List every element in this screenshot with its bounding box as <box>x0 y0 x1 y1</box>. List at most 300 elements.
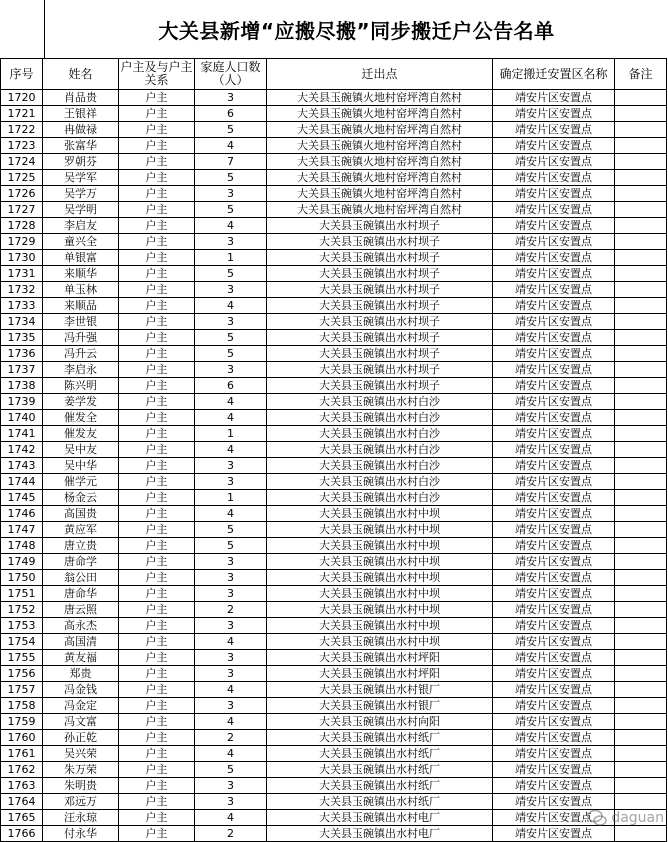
cell-origin: 大关县玉碗镇出水村坝子 <box>267 346 493 362</box>
table-row <box>1 170 667 186</box>
cell-household-size: 4 <box>195 810 267 826</box>
cell-origin: 大关县玉碗镇出水村中坝 <box>267 506 493 522</box>
cell-remarks <box>615 698 667 714</box>
cell-name: 吴学明 <box>43 202 119 218</box>
cell-remarks <box>615 122 667 138</box>
cell-name: 冯升云 <box>43 346 119 362</box>
cell-resettlement-site: 靖安片区安置点 <box>493 746 615 762</box>
cell-household-size: 5 <box>195 522 267 538</box>
cell-remarks <box>615 522 667 538</box>
cell-origin: 大关县玉碗镇火地村窑坪湾自然村 <box>267 138 493 154</box>
cell-name: 高国清 <box>43 634 119 650</box>
cell-index: 1721 <box>1 106 43 122</box>
cell-name: 冯金定 <box>43 698 119 714</box>
cell-household-size: 3 <box>195 570 267 586</box>
cell-index: 1725 <box>1 170 43 186</box>
cell-remarks <box>615 90 667 106</box>
cell-remarks <box>615 202 667 218</box>
cell-relation: 户主 <box>119 810 195 826</box>
table-row <box>1 330 667 346</box>
cell-index: 1743 <box>1 458 43 474</box>
cell-household-size: 2 <box>195 602 267 618</box>
cell-remarks <box>615 458 667 474</box>
cell-index: 1754 <box>1 634 43 650</box>
table-row <box>1 90 667 106</box>
cell-name: 单银富 <box>43 250 119 266</box>
table-row <box>1 138 667 154</box>
cell-remarks <box>615 234 667 250</box>
cell-remarks <box>615 218 667 234</box>
cell-resettlement-site: 靖安片区安置点 <box>493 250 615 266</box>
cell-resettlement-site: 靖安片区安置点 <box>493 138 615 154</box>
table-row <box>1 186 667 202</box>
cell-resettlement-site: 靖安片区安置点 <box>493 538 615 554</box>
cell-relation: 户主 <box>119 490 195 506</box>
cell-index: 1732 <box>1 282 43 298</box>
cell-name: 陈兴明 <box>43 378 119 394</box>
cell-origin: 大关县玉碗镇出水村中坝 <box>267 586 493 602</box>
cell-household-size: 6 <box>195 106 267 122</box>
cell-resettlement-site: 靖安片区安置点 <box>493 602 615 618</box>
cell-relation: 户主 <box>119 666 195 682</box>
cell-index: 1742 <box>1 442 43 458</box>
table-row <box>1 666 667 682</box>
cell-origin: 大关县玉碗镇出水村坪阳 <box>267 666 493 682</box>
cell-relation: 户主 <box>119 650 195 666</box>
cell-household-size: 3 <box>195 474 267 490</box>
cell-origin: 大关县玉碗镇出水村纸厂 <box>267 778 493 794</box>
relocation-table <box>0 58 667 842</box>
cell-index: 1720 <box>1 90 43 106</box>
cell-index: 1726 <box>1 186 43 202</box>
cell-relation: 户主 <box>119 394 195 410</box>
table-row <box>1 154 667 170</box>
cell-index: 1729 <box>1 234 43 250</box>
cell-relation: 户主 <box>119 634 195 650</box>
cell-resettlement-site: 靖安片区安置点 <box>493 778 615 794</box>
cell-household-size: 3 <box>195 666 267 682</box>
cell-relation: 户主 <box>119 538 195 554</box>
cell-household-size: 3 <box>195 586 267 602</box>
cell-index: 1765 <box>1 810 43 826</box>
cell-remarks <box>615 170 667 186</box>
cell-name: 朱明贵 <box>43 778 119 794</box>
cell-origin: 大关县玉碗镇出水村银厂 <box>267 698 493 714</box>
cell-household-size: 3 <box>195 618 267 634</box>
cell-relation: 户主 <box>119 506 195 522</box>
header-index: 序号 <box>1 59 43 90</box>
cell-resettlement-site: 靖安片区安置点 <box>493 330 615 346</box>
cell-resettlement-site: 靖安片区安置点 <box>493 714 615 730</box>
cell-resettlement-site: 靖安片区安置点 <box>493 554 615 570</box>
cell-origin: 大关县玉碗镇出水村白沙 <box>267 442 493 458</box>
cell-name: 李世银 <box>43 314 119 330</box>
cell-remarks <box>615 106 667 122</box>
cell-resettlement-site: 靖安片区安置点 <box>493 730 615 746</box>
cell-resettlement-site: 靖安片区安置点 <box>493 442 615 458</box>
cell-index: 1761 <box>1 746 43 762</box>
header-relation: 户主及与户主关系 <box>119 59 195 90</box>
cell-origin: 大关县玉碗镇火地村窑坪湾自然村 <box>267 90 493 106</box>
cell-resettlement-site: 靖安片区安置点 <box>493 426 615 442</box>
cell-household-size: 5 <box>195 122 267 138</box>
cell-origin: 大关县玉碗镇出水村坝子 <box>267 282 493 298</box>
cell-index: 1766 <box>1 826 43 842</box>
cell-remarks <box>615 138 667 154</box>
cell-name: 催发全 <box>43 410 119 426</box>
cell-remarks <box>615 634 667 650</box>
cell-name: 杨金云 <box>43 490 119 506</box>
cell-origin: 大关县玉碗镇出水村坝子 <box>267 266 493 282</box>
cell-origin: 大关县玉碗镇出水村白沙 <box>267 426 493 442</box>
cell-name: 张富华 <box>43 138 119 154</box>
cell-origin: 大关县玉碗镇出水村坝子 <box>267 298 493 314</box>
cell-remarks <box>615 826 667 842</box>
cell-index: 1731 <box>1 266 43 282</box>
cell-index: 1738 <box>1 378 43 394</box>
cell-resettlement-site: 靖安片区安置点 <box>493 218 615 234</box>
table-row <box>1 282 667 298</box>
cell-index: 1746 <box>1 506 43 522</box>
cell-name: 童兴全 <box>43 234 119 250</box>
cell-name: 吴兴荣 <box>43 746 119 762</box>
cell-name: 吴中华 <box>43 458 119 474</box>
cell-household-size: 2 <box>195 730 267 746</box>
cell-household-size: 3 <box>195 778 267 794</box>
table-row <box>1 618 667 634</box>
cell-resettlement-site: 靖安片区安置点 <box>493 378 615 394</box>
cell-index: 1748 <box>1 538 43 554</box>
cell-remarks <box>615 346 667 362</box>
cell-household-size: 4 <box>195 714 267 730</box>
table-row <box>1 426 667 442</box>
cell-name: 冯升强 <box>43 330 119 346</box>
cell-name: 催学元 <box>43 474 119 490</box>
cell-index: 1758 <box>1 698 43 714</box>
cell-origin: 大关县玉碗镇出水村中坝 <box>267 522 493 538</box>
cell-resettlement-site: 靖安片区安置点 <box>493 506 615 522</box>
cell-remarks <box>615 618 667 634</box>
cell-origin: 大关县玉碗镇出水村中坝 <box>267 618 493 634</box>
cell-origin: 大关县玉碗镇出水村中坝 <box>267 570 493 586</box>
cell-name: 姜学发 <box>43 394 119 410</box>
cell-relation: 户主 <box>119 746 195 762</box>
cell-household-size: 5 <box>195 202 267 218</box>
cell-index: 1762 <box>1 762 43 778</box>
table-row <box>1 202 667 218</box>
cell-name: 孙正乾 <box>43 730 119 746</box>
cell-household-size: 4 <box>195 410 267 426</box>
cell-household-size: 5 <box>195 538 267 554</box>
cell-resettlement-site: 靖安片区安置点 <box>493 522 615 538</box>
cell-name: 来顺品 <box>43 298 119 314</box>
table-row <box>1 698 667 714</box>
watermark-text: daguan <box>611 810 664 826</box>
cell-relation: 户主 <box>119 122 195 138</box>
cell-resettlement-site: 靖安片区安置点 <box>493 90 615 106</box>
cell-resettlement-site: 靖安片区安置点 <box>493 122 615 138</box>
cell-origin: 大关县玉碗镇出水村白沙 <box>267 394 493 410</box>
header-name: 姓名 <box>43 59 119 90</box>
table-row <box>1 538 667 554</box>
cell-remarks <box>615 762 667 778</box>
cell-household-size: 1 <box>195 490 267 506</box>
cell-household-size: 4 <box>195 442 267 458</box>
table-row <box>1 682 667 698</box>
cell-relation: 户主 <box>119 138 195 154</box>
cell-remarks <box>615 682 667 698</box>
cell-relation: 户主 <box>119 250 195 266</box>
cell-resettlement-site: 靖安片区安置点 <box>493 170 615 186</box>
cell-resettlement-site: 靖安片区安置点 <box>493 394 615 410</box>
table-row <box>1 234 667 250</box>
cell-name: 李启永 <box>43 362 119 378</box>
cell-origin: 大关县玉碗镇出水村坝子 <box>267 218 493 234</box>
cell-relation: 户主 <box>119 602 195 618</box>
cell-household-size: 3 <box>195 794 267 810</box>
table-row <box>1 554 667 570</box>
cell-index: 1756 <box>1 666 43 682</box>
cell-index: 1755 <box>1 650 43 666</box>
cell-name: 翁公田 <box>43 570 119 586</box>
cell-relation: 户主 <box>119 170 195 186</box>
cell-origin: 大关县玉碗镇出水村电厂 <box>267 810 493 826</box>
cell-origin: 大关县玉碗镇出水村中坝 <box>267 634 493 650</box>
cell-relation: 户主 <box>119 282 195 298</box>
table-row <box>1 474 667 490</box>
cell-resettlement-site: 靖安片区安置点 <box>493 234 615 250</box>
cell-index: 1757 <box>1 682 43 698</box>
cell-name: 高永杰 <box>43 618 119 634</box>
cell-origin: 大关县玉碗镇出水村坝子 <box>267 378 493 394</box>
cell-index: 1745 <box>1 490 43 506</box>
cell-remarks <box>615 186 667 202</box>
cell-index: 1747 <box>1 522 43 538</box>
table-row <box>1 778 667 794</box>
cell-remarks <box>615 282 667 298</box>
cell-remarks <box>615 426 667 442</box>
table-row <box>1 746 667 762</box>
cell-household-size: 3 <box>195 186 267 202</box>
table-row <box>1 730 667 746</box>
cell-remarks <box>615 314 667 330</box>
cell-resettlement-site: 靖安片区安置点 <box>493 586 615 602</box>
cell-remarks <box>615 538 667 554</box>
cell-resettlement-site: 靖安片区安置点 <box>493 458 615 474</box>
cell-origin: 大关县玉碗镇出水村中坝 <box>267 602 493 618</box>
cell-relation: 户主 <box>119 202 195 218</box>
header-household-size: 家庭人口数（人） <box>195 59 267 90</box>
cell-name: 唐云照 <box>43 602 119 618</box>
cell-index: 1749 <box>1 554 43 570</box>
cell-household-size: 4 <box>195 218 267 234</box>
cell-name: 冯文富 <box>43 714 119 730</box>
cell-origin: 大关县玉碗镇出水村坝子 <box>267 314 493 330</box>
cell-origin: 大关县玉碗镇出水村电厂 <box>267 826 493 842</box>
cell-resettlement-site: 靖安片区安置点 <box>493 650 615 666</box>
cell-index: 1723 <box>1 138 43 154</box>
cell-resettlement-site: 靖安片区安置点 <box>493 362 615 378</box>
cell-origin: 大关县玉碗镇出水村坝子 <box>267 250 493 266</box>
table-row <box>1 378 667 394</box>
cell-name: 唐命学 <box>43 554 119 570</box>
cell-remarks <box>615 666 667 682</box>
cell-household-size: 6 <box>195 378 267 394</box>
header-origin: 迁出点 <box>267 59 493 90</box>
cell-index: 1734 <box>1 314 43 330</box>
table-row <box>1 106 667 122</box>
cell-relation: 户主 <box>119 410 195 426</box>
cell-origin: 大关县玉碗镇出水村纸厂 <box>267 730 493 746</box>
table-row <box>1 458 667 474</box>
cell-origin: 大关县玉碗镇出水村纸厂 <box>267 762 493 778</box>
cell-household-size: 1 <box>195 426 267 442</box>
cell-relation: 户主 <box>119 378 195 394</box>
cell-relation: 户主 <box>119 778 195 794</box>
cell-remarks <box>615 746 667 762</box>
cell-remarks <box>615 714 667 730</box>
table-row <box>1 362 667 378</box>
cell-resettlement-site: 靖安片区安置点 <box>493 794 615 810</box>
cell-household-size: 3 <box>195 282 267 298</box>
cell-origin: 大关县玉碗镇出水村中坝 <box>267 538 493 554</box>
cell-remarks <box>615 506 667 522</box>
cell-household-size: 5 <box>195 330 267 346</box>
cell-name: 付永华 <box>43 826 119 842</box>
cell-household-size: 3 <box>195 650 267 666</box>
cell-resettlement-site: 靖安片区安置点 <box>493 202 615 218</box>
cell-remarks <box>615 794 667 810</box>
cell-origin: 大关县玉碗镇出水村白沙 <box>267 474 493 490</box>
cell-remarks <box>615 650 667 666</box>
cell-resettlement-site: 靖安片区安置点 <box>493 826 615 842</box>
cell-index: 1737 <box>1 362 43 378</box>
cell-index: 1744 <box>1 474 43 490</box>
cell-relation: 户主 <box>119 298 195 314</box>
cell-remarks <box>615 250 667 266</box>
cell-index: 1764 <box>1 794 43 810</box>
cell-remarks <box>615 378 667 394</box>
table-row <box>1 650 667 666</box>
cell-resettlement-site: 靖安片区安置点 <box>493 570 615 586</box>
cell-relation: 户主 <box>119 186 195 202</box>
cell-name: 李启友 <box>43 218 119 234</box>
table-row <box>1 394 667 410</box>
cell-resettlement-site: 靖安片区安置点 <box>493 282 615 298</box>
cell-resettlement-site: 靖安片区安置点 <box>493 106 615 122</box>
table-row <box>1 266 667 282</box>
cell-index: 1730 <box>1 250 43 266</box>
cell-index: 1724 <box>1 154 43 170</box>
cell-relation: 户主 <box>119 570 195 586</box>
cell-name: 汪永琼 <box>43 810 119 826</box>
cell-index: 1736 <box>1 346 43 362</box>
cell-resettlement-site: 靖安片区安置点 <box>493 266 615 282</box>
cell-remarks <box>615 298 667 314</box>
cell-remarks <box>615 810 667 826</box>
cell-origin: 大关县玉碗镇火地村窑坪湾自然村 <box>267 106 493 122</box>
cell-remarks <box>615 330 667 346</box>
cell-remarks <box>615 730 667 746</box>
cell-index: 1763 <box>1 778 43 794</box>
cell-relation: 户主 <box>119 362 195 378</box>
cell-remarks <box>615 442 667 458</box>
cell-relation: 户主 <box>119 826 195 842</box>
cell-resettlement-site: 靖安片区安置点 <box>493 186 615 202</box>
cell-index: 1741 <box>1 426 43 442</box>
cell-relation: 户主 <box>119 618 195 634</box>
table-row <box>1 410 667 426</box>
cell-relation: 户主 <box>119 154 195 170</box>
cell-relation: 户主 <box>119 442 195 458</box>
cell-relation: 户主 <box>119 474 195 490</box>
header-resettlement-site: 确定搬迁安置区名称 <box>493 59 615 90</box>
cell-remarks <box>615 570 667 586</box>
cell-index: 1751 <box>1 586 43 602</box>
cell-index: 1759 <box>1 714 43 730</box>
cell-origin: 大关县玉碗镇火地村窑坪湾自然村 <box>267 186 493 202</box>
cell-resettlement-site: 靖安片区安置点 <box>493 810 615 826</box>
cell-household-size: 4 <box>195 138 267 154</box>
table-row <box>1 346 667 362</box>
table-row <box>1 762 667 778</box>
cell-relation: 户主 <box>119 106 195 122</box>
cell-origin: 大关县玉碗镇出水村坝子 <box>267 330 493 346</box>
cell-resettlement-site: 靖安片区安置点 <box>493 154 615 170</box>
cell-resettlement-site: 靖安片区安置点 <box>493 666 615 682</box>
cell-origin: 大关县玉碗镇火地村窑坪湾自然村 <box>267 170 493 186</box>
cell-origin: 大关县玉碗镇出水村坝子 <box>267 234 493 250</box>
cell-origin: 大关县玉碗镇出水村纸厂 <box>267 746 493 762</box>
cell-relation: 户主 <box>119 218 195 234</box>
cell-name: 唐命华 <box>43 586 119 602</box>
cell-resettlement-site: 靖安片区安置点 <box>493 346 615 362</box>
cell-relation: 户主 <box>119 90 195 106</box>
cell-origin: 大关县玉碗镇出水村中坝 <box>267 554 493 570</box>
cell-household-size: 3 <box>195 234 267 250</box>
cell-household-size: 5 <box>195 170 267 186</box>
cell-index: 1760 <box>1 730 43 746</box>
table-row <box>1 810 667 826</box>
cell-name: 吴中友 <box>43 442 119 458</box>
cell-origin: 大关县玉碗镇火地村窑坪湾自然村 <box>267 154 493 170</box>
cell-relation: 户主 <box>119 794 195 810</box>
cell-remarks <box>615 474 667 490</box>
cell-relation: 户主 <box>119 330 195 346</box>
cell-relation: 户主 <box>119 586 195 602</box>
cell-resettlement-site: 靖安片区安置点 <box>493 634 615 650</box>
cell-name: 吴学军 <box>43 170 119 186</box>
cell-index: 1750 <box>1 570 43 586</box>
cell-origin: 大关县玉碗镇出水村白沙 <box>267 410 493 426</box>
header-remarks: 备注 <box>615 59 667 90</box>
cell-origin: 大关县玉碗镇出水村坝子 <box>267 362 493 378</box>
cell-index: 1752 <box>1 602 43 618</box>
cell-resettlement-site: 靖安片区安置点 <box>493 618 615 634</box>
cell-remarks <box>615 778 667 794</box>
cell-name: 王银祥 <box>43 106 119 122</box>
cell-household-size: 4 <box>195 298 267 314</box>
cell-name: 朱万荣 <box>43 762 119 778</box>
cell-resettlement-site: 靖安片区安置点 <box>493 298 615 314</box>
cell-household-size: 3 <box>195 458 267 474</box>
cell-remarks <box>615 554 667 570</box>
cell-index: 1733 <box>1 298 43 314</box>
table-header-row <box>1 59 667 90</box>
table-row <box>1 522 667 538</box>
cell-resettlement-site: 靖安片区安置点 <box>493 682 615 698</box>
cell-name: 冯金钱 <box>43 682 119 698</box>
